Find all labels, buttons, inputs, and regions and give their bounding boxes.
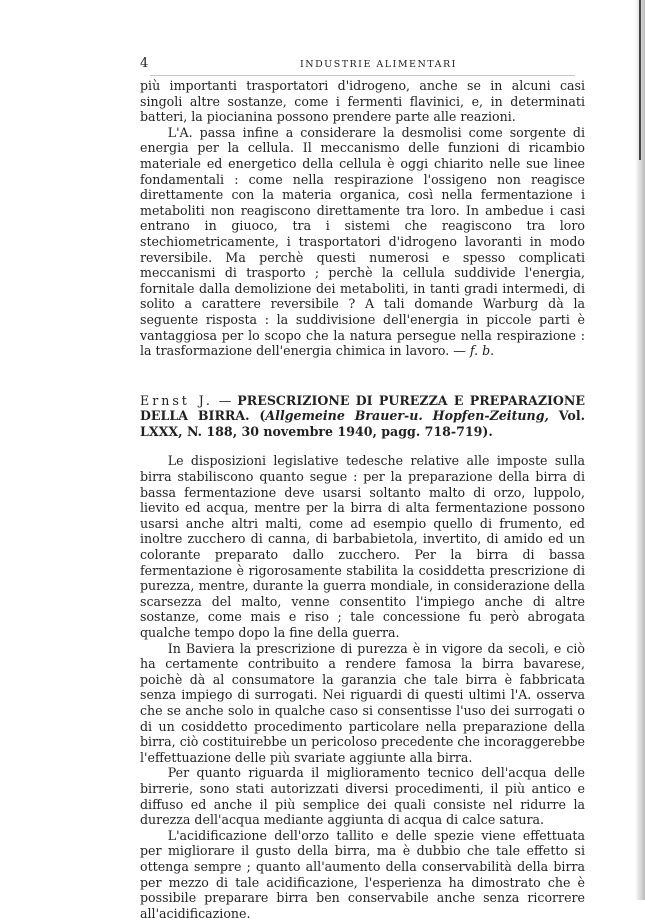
- entry-journal: Allgemeine Brauer-u. Hopfen-Zeitung,: [265, 408, 549, 424]
- paragraph: [140, 125, 585, 359]
- entry-author: Ernst J.: [140, 392, 213, 408]
- running-header: [140, 56, 585, 78]
- paragraph: Le disposizioni legislative tedesche relative alle imposte sulla birra stabiliscono quanto segue : per la preparazione della birra di bassa fermentazione deve usarsi soltanto malto di orzo, luppolo, lievito ed acqua, mentre per la birra di alta fermentazione possono usarsi anche altri malti, come ad esempio quello di frumento, ed inoltre zucchero di canna, di barbabietola, invertito, di amido ed un colorante preparato dallo zucchero. Per la birra di bassa fermentazione è rigorosamente stabilita la cosiddetta prescrizione di purezza, mentre, durante la guerra mondiale, in considerazione della scarsezza del malto, venne consentito l'impiego anche di altre sostanze, come mais e riso ; tale concessione fu però abrogata qualche tempo dopo la fine della guerra.: [140, 453, 585, 640]
- entry-title: PRESCRIZIONE DI PUREZZA E PREPARAZIONE DELLA BIRRA.: [140, 392, 585, 424]
- article-2: [140, 393, 585, 921]
- paragraph-text: L'A. passa infine a considerare la desmolisi come sorgente di energia per la cellula. Il meccanismo delle funzioni di ricambio materiale ed energetico della cellula è oggi chiarito nelle sue linee fondamentali : come nella respirazione l'ossigeno non reagisce direttamente con la materia organica, così nella fermentazione i metaboliti non reagiscono direttamente tra loro. In ambedue i casi entrano in giuoco, tra i sistemi che reagiscono tra loro stechiometricamente, i trasportatori d'idrogeno lavoranti in modo reversibile. Ma perchè questi numerosi e spesso complicati meccanismi di trasporto ; perchè la cellula suddivide l'energia, fornitale dalla demolizione dei metaboliti, in tanti gradi intermedi, di solito a carattere reversibile ? A tali domande Warburg dà la seguente risposta : la suddivisione dell'energia in piccole parti è vantaggiosa per lo scopo che la natura persegue nella respirazione : la trasformazione dell'energia chimica in lavoro.: [140, 124, 585, 359]
- paragraph: Per quanto riguarda il miglioramento tecnico dell'acqua delle birrerie, sono stati autorizzati diversi procedimenti, il più antico e diffuso ed anche il più semplice dei quali consiste nel ridurre la durezza dell'acqua mediante aggiunta di acqua di calce satura.: [140, 765, 585, 828]
- author-signature: f. b.: [469, 343, 495, 359]
- document-page: [140, 56, 585, 921]
- running-title: INDUSTRIE ALIMENTARI: [300, 59, 457, 70]
- page-edge-line: [639, 0, 641, 160]
- bibliographic-entry: [140, 393, 585, 440]
- section-break: [140, 359, 585, 379]
- entry-open-paren: (: [249, 408, 266, 424]
- entry-dash: —: [212, 392, 238, 408]
- paragraph: In Baviera la prescrizione di purezza è in vigore da secoli, e ciò ha certamente contribuito a rendere famosa la birra bavarese, poichè dà al consumatore la garanzia che tale birra è fabbricata senza impiego di surrogati. Nei riguardi di questi ultimi l'A. osserva che se anche solo in qualche caso si consentisse l'uso dei surrogati o di un cosiddetto procedimento particolare nella preparazione della birra, ciò costituirebbe un pericoloso precedente che incoraggerebbe l'effettuazione delle più svariate aggiunte alla birra.: [140, 640, 585, 765]
- page-number: 4: [140, 56, 149, 71]
- header-rule: [150, 75, 575, 76]
- entry-citation: Vol. LXXX, N. 188, 30 novembre 1940, pagg. 718-719).: [140, 408, 585, 439]
- paragraph: L'acidificazione dell'orzo tallito e delle spezie viene effettuata per migliorare il gusto della birra, ma è dubbio che tale effetto si ottenga sempre ; quanto all'aumento della conservabilità della birra per mezzo di tale acidificazione, l'esperienza ha dimostrato che è possibile preparare birra ben conservabile anche senza ricorrere all'acidificazione.: [140, 827, 585, 921]
- signature-dash: —: [449, 343, 470, 359]
- paragraph: più importanti trasportatori d'idrogeno, anche se in alcuni casi singoli altre sostanze, come i fermenti flavinici, e, in determinati batteri, la piocianina possono prendere parte alle reazioni.: [140, 78, 585, 125]
- article-1: [140, 78, 585, 359]
